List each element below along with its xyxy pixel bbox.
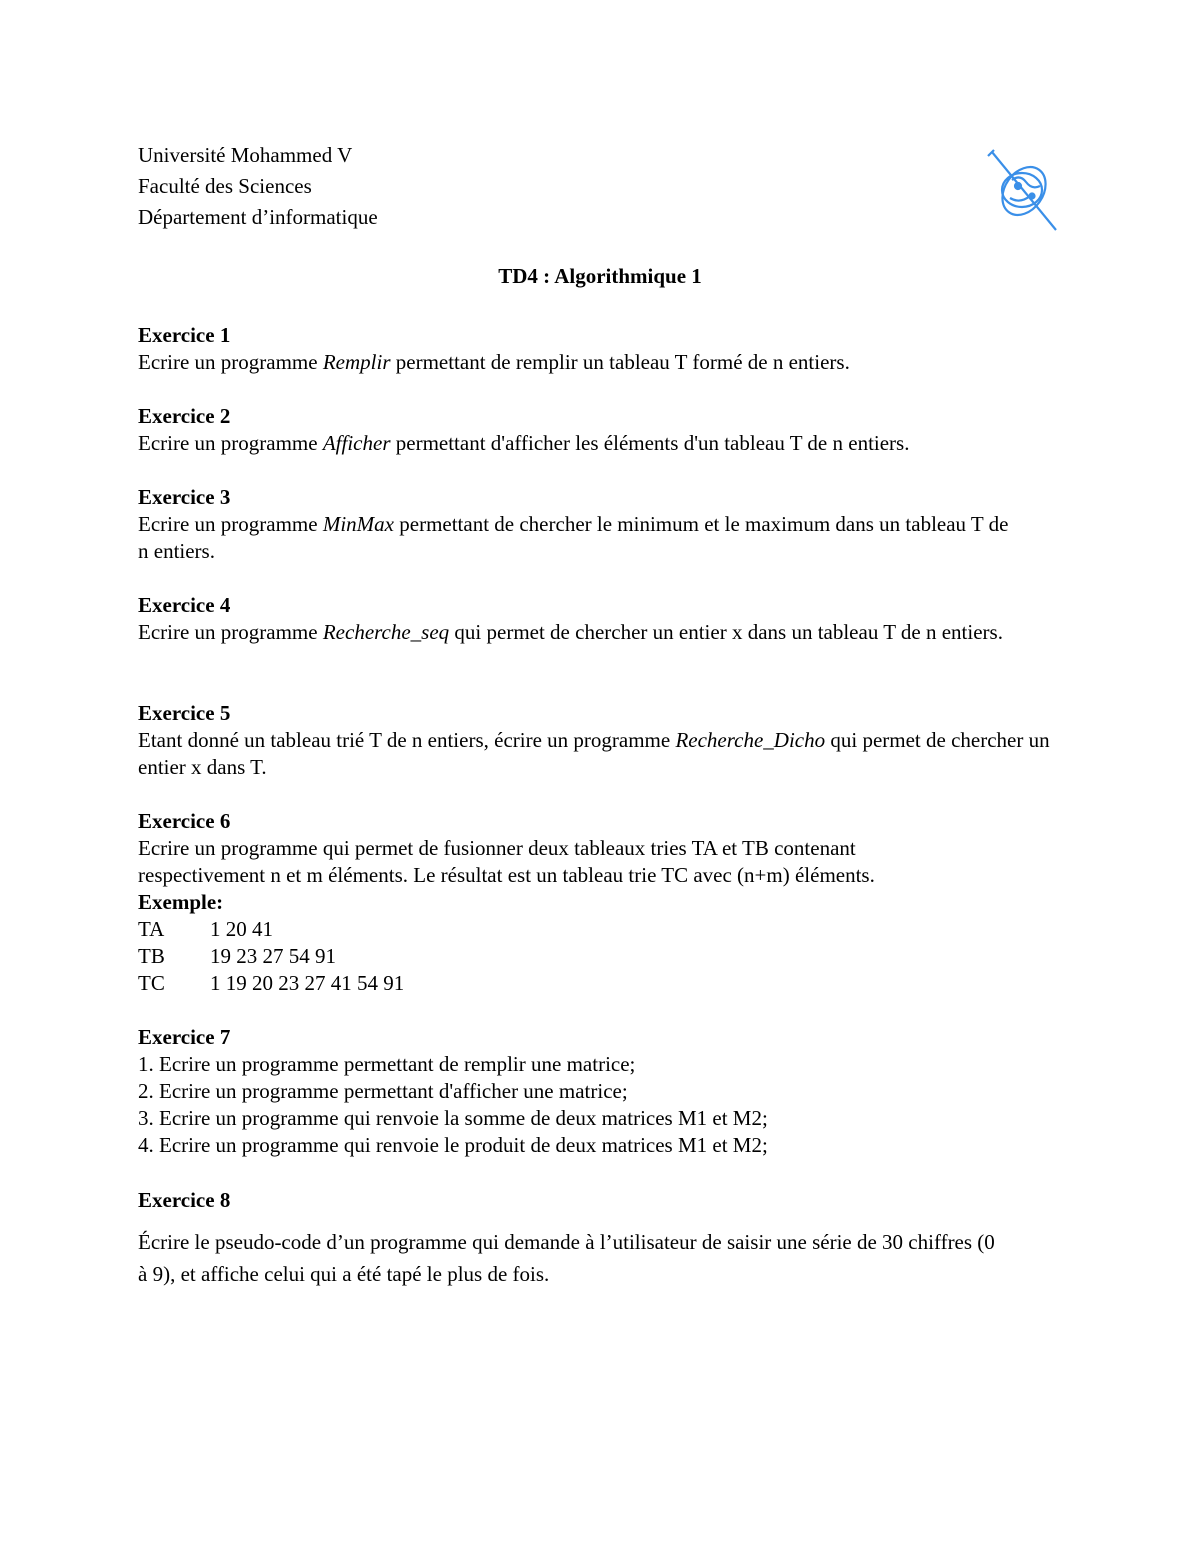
example-label: Exemple: xyxy=(138,890,224,914)
exercise-title: Exercice 1 xyxy=(138,323,231,347)
example-value: 19 23 27 54 91 xyxy=(210,944,336,968)
program-name: Remplir xyxy=(322,350,391,374)
example-key: TB xyxy=(138,944,165,968)
exercise-8 xyxy=(138,1187,1008,1290)
program-name: Recherche_seq xyxy=(322,620,450,644)
exercise-title: Exercice 2 xyxy=(138,404,231,428)
exercise-title: Exercice 4 xyxy=(138,593,231,617)
exercise-3 xyxy=(138,484,1018,565)
example-row xyxy=(138,943,978,970)
exercise-text: Ecrire un programme Afficher permettant d'afficher les éléments d'un tableau T de n entiers. xyxy=(138,431,910,455)
program-name: Afficher xyxy=(322,431,391,455)
exercise-title: Exercice 8 xyxy=(138,1188,231,1212)
faculty-logo-icon xyxy=(984,146,1064,236)
list-item: 3. Ecrire un programme qui renvoie la somme de deux matrices M1 et M2; xyxy=(138,1106,768,1130)
list-item: 2. Ecrire un programme permettant d'afficher une matrice; xyxy=(138,1079,628,1103)
exercise-6 xyxy=(138,808,978,997)
program-name: MinMax xyxy=(322,512,394,536)
exercise-text: Ecrire un programme Remplir permettant de remplir un tableau T formé de n entiers. xyxy=(138,350,850,374)
exercise-text: Ecrire un programme Recherche_seq qui permet de chercher un entier x dans un tableau T de n entiers. xyxy=(138,620,1003,644)
example-value: 1 19 20 23 27 41 54 91 xyxy=(210,971,405,995)
exercise-1 xyxy=(138,322,1068,376)
exercise-text: Etant donné un tableau trié T de n entiers, écrire un programme Recherche_Dicho qui permet de chercher un entier x dans T. xyxy=(138,728,1050,779)
example-key: TA xyxy=(138,917,165,941)
exercise-title: Exercice 3 xyxy=(138,485,231,509)
list-item: 4. Ecrire un programme qui renvoie le produit de deux matrices M1 et M2; xyxy=(138,1133,768,1157)
example-row xyxy=(138,916,978,943)
faculty-name: Faculté des Sciences xyxy=(138,174,312,198)
exercise-title: Exercice 7 xyxy=(138,1025,231,1049)
exercise-7 xyxy=(138,1024,1068,1159)
exercise-text: Ecrire un programme qui permet de fusionner deux tableaux tries TA et TB contenant respectivement n et m éléments. Le résultat est un tableau trie TC avec (n+m) éléments. xyxy=(138,836,875,887)
example-value: 1 20 41 xyxy=(210,917,273,941)
exercise-4 xyxy=(138,592,1043,646)
example-key: TC xyxy=(138,971,165,995)
institution-header xyxy=(138,140,378,233)
exercise-2 xyxy=(138,403,1068,457)
example-row xyxy=(138,970,978,997)
document-title: TD4 : Algorithmique 1 xyxy=(498,264,702,288)
exercise-text: Ecrire un programme MinMax permettant de chercher le minimum et le maximum dans un tableau T de n entiers. xyxy=(138,512,1009,563)
department-name: Département d’informatique xyxy=(138,205,378,229)
exercise-title: Exercice 5 xyxy=(138,701,231,725)
list-item: 1. Ecrire un programme permettant de remplir une matrice; xyxy=(138,1052,636,1076)
exercise-title: Exercice 6 xyxy=(138,809,231,833)
university-name: Université Mohammed V xyxy=(138,143,353,167)
program-name: Recherche_Dicho xyxy=(675,728,826,752)
exercise-text: Écrire le pseudo-code d’un programme qui demande à l’utilisateur de saisir une série de 30 chiffres (0 à 9), et affiche celui qui a été tapé le plus de fois. xyxy=(138,1230,995,1286)
exercise-5 xyxy=(138,700,1058,781)
